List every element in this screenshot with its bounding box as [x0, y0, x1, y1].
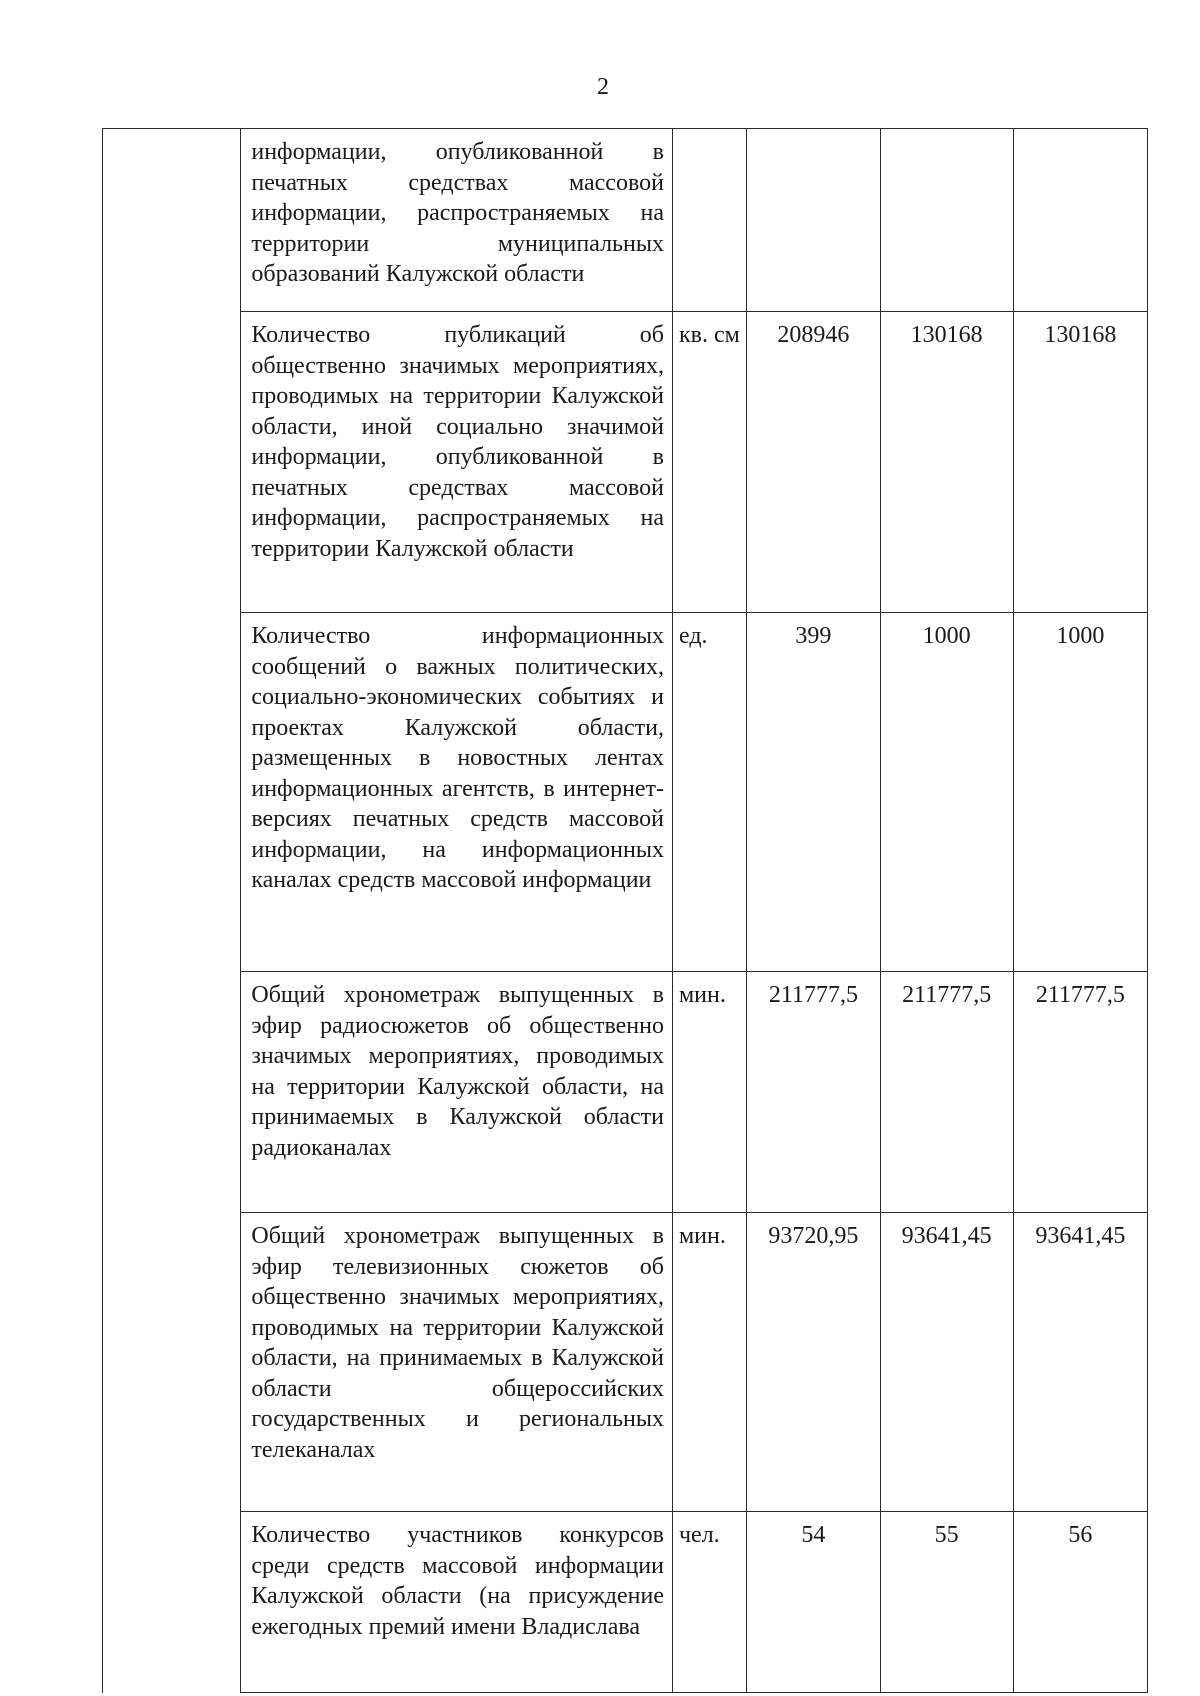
- indicator-value-2: 55: [880, 1512, 1013, 1693]
- indicator-value-2: 211777,5: [880, 972, 1013, 1213]
- indicator-description: Общий хронометраж выпущенных в эфир радиосюжетов об общественно значимых мероприятиях, проводимых на территории Калужской области, на принимаемых в Калужской области радиоканалах: [241, 972, 673, 1213]
- indicator-value-1: 93720,95: [747, 1213, 880, 1512]
- page-number: 2: [597, 74, 609, 100]
- indicator-value-3: [1013, 129, 1147, 312]
- table-row: [103, 972, 1148, 1213]
- indicator-value-1: 399: [747, 613, 880, 972]
- indicator-description: Количество информационных сообщений о важных политических, социально-экономических событиях и проектах Калужской области, размещенных в новостных лентах информационных агентств, в интернет-версиях печатных средств массовой информации, на информационных каналах средств массовой информации: [241, 613, 673, 972]
- merged-first-column-cell: [103, 129, 241, 1693]
- indicator-description: Количество участников конкурсов среди средств массовой информации Калужской области (на присуждение ежегодных премий имени Владислава: [241, 1512, 673, 1693]
- table-row: [103, 1213, 1148, 1512]
- indicator-value-1: 208946: [747, 312, 880, 613]
- table-row: [103, 1512, 1148, 1693]
- indicators-table: [102, 128, 1148, 1693]
- indicator-value-3: 56: [1013, 1512, 1147, 1693]
- indicator-value-1: 211777,5: [747, 972, 880, 1213]
- table-row: [103, 312, 1148, 613]
- indicator-description: Количество публикаций об общественно значимых мероприятиях, проводимых на территории Калужской области, иной социально значимой информации, опубликованной в печатных средствах массовой информации, распространяемых на территории Калужской области: [241, 312, 673, 613]
- indicator-value-2: 93641,45: [880, 1213, 1013, 1512]
- indicator-value-1: 54: [747, 1512, 880, 1693]
- indicator-description: Общий хронометраж выпущенных в эфир телевизионных сюжетов об общественно значимых мероприятиях, проводимых на территории Калужской области, на принимаемых в Калужской области общероссийских государственных и региональных телеканалах: [241, 1213, 673, 1512]
- indicator-value-1: [747, 129, 880, 312]
- table-row: [103, 129, 1148, 312]
- indicator-unit: ед.: [672, 613, 746, 972]
- indicator-description: информации, опубликованной в печатных средствах массовой информации, распространяемых на территории муниципальных образований Калужской области: [241, 129, 673, 312]
- indicator-value-2: [880, 129, 1013, 312]
- indicator-unit: мин.: [672, 972, 746, 1213]
- indicator-value-2: 1000: [880, 613, 1013, 972]
- indicator-value-2: 130168: [880, 312, 1013, 613]
- indicator-unit: кв. см: [672, 312, 746, 613]
- table-row: [103, 613, 1148, 972]
- indicator-value-3: 1000: [1013, 613, 1147, 972]
- indicator-unit: чел.: [672, 1512, 746, 1693]
- indicator-value-3: 130168: [1013, 312, 1147, 613]
- indicator-value-3: 211777,5: [1013, 972, 1147, 1213]
- indicator-unit: мин.: [672, 1213, 746, 1512]
- indicator-unit: [672, 129, 746, 312]
- indicator-value-3: 93641,45: [1013, 1213, 1147, 1512]
